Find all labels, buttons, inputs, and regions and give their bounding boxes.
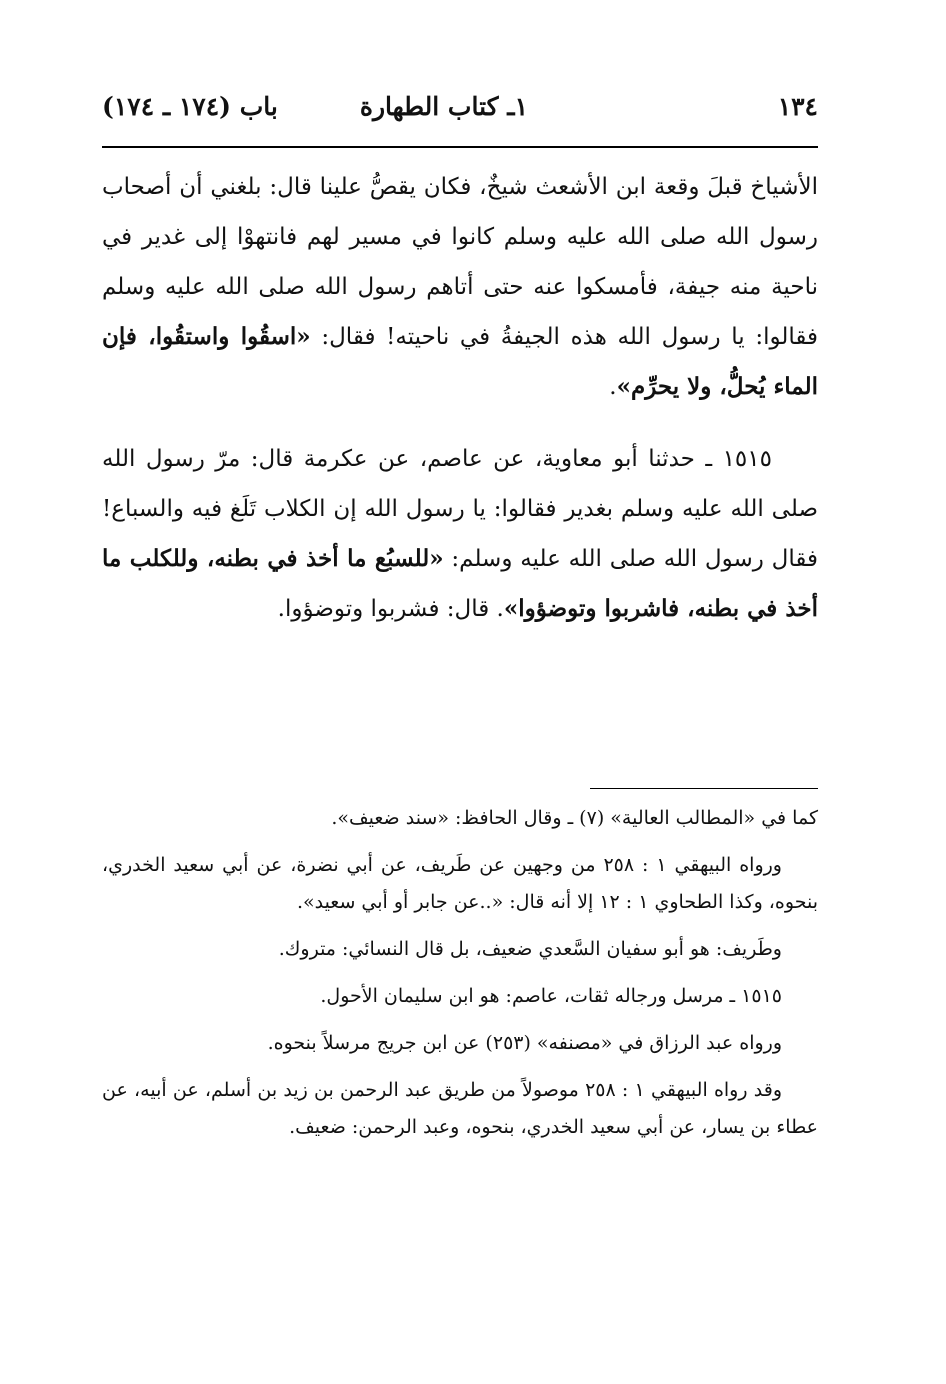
section-reference: باب (١٧٤ ـ ١٧٤)	[102, 92, 278, 121]
hadith-quote-2: «للسبُع ما أخذ في بطنه، وللكلب ما أخذ في بطنه، فاشربوا وتوضؤوا»	[102, 545, 818, 622]
paragraph-2-end: . قال: فشربوا وتوضؤوا.	[277, 596, 504, 622]
footnote-4: ١٥١٥ ـ مرسل ورجاله ثقات، عاصم: هو ابن سليمان الأحول.	[320, 985, 782, 1007]
footnote-3: وطَريف: هو أبو سفيان السَّعدي ضعيف، بل قال النسائي: متروك.	[278, 938, 782, 960]
paragraph-1-end: .	[609, 374, 617, 400]
chapter-title: ١ـ كتاب الطهارة	[359, 92, 528, 121]
paragraph-1515	[102, 434, 818, 634]
footnote-5: ورواه عبد الرزاق في «مصنفه» (٢٥٣) عن ابن جريج مرسلاً بنحوه.	[267, 1032, 782, 1054]
page-header	[102, 92, 818, 132]
footnote-6: وقد رواه البيهقي ١ : ٢٥٨ موصولاً من طريق عبد الرحمن بن زيد بن أسلم، عن أبيه، عن عطاء بن يسار، عن أبي سعيد الخدري، بنحوه، وعبد الرحمن: ضعيف.	[102, 1079, 818, 1138]
page-number: ١٣٤	[777, 92, 818, 121]
footnote-1: كما في «المطالب العالية» (٧) ـ وقال الحافظ: «سند ضعيف».	[331, 807, 818, 829]
paragraph-1	[102, 162, 818, 412]
footnote-separator	[590, 788, 818, 789]
main-text	[102, 162, 818, 634]
paragraph-1-text: الأشياخ قبلَ وقعة ابن الأشعث شيخٌ، فكان يقصُّ علينا قال: بلغني أن أصحاب رسول الله صلى الله عليه وسلم كانوا في مسير لهم فانتهوْا إلى غدير في ناحية منه جيفة، فأمسكوا عنه حتى أتاهم رسول الله صلى الله عليه وسلم فقالوا: يا رسول الله هذه الجيفةُ في ناحيته! فقال:	[102, 174, 819, 350]
paragraph-2-text: ١٥١٥ ـ حدثنا أبو معاوية، عن عاصم، عن عكرمة قال: مرّ رسول الله صلى الله عليه وسلم بغدير فقالوا: يا رسول الله إن الكلاب تَلَغ فيه والسباع! فقال رسول الله صلى الله عليه وسلم:	[102, 446, 818, 572]
header-rule	[102, 146, 818, 148]
hadith-quote-1: «اسقُوا واستقُوا، فإن الماء يُحلُّ، ولا يحرِّم»	[102, 323, 818, 400]
footnotes	[102, 800, 818, 1156]
footnote-2: ورواه البيهقي ١ : ٢٥٨ من وجهين عن طَريف، عن أبي نضرة، عن أبي سعيد الخدري، بنحوه، وكذا الطحاوي ١ : ١٢ إلا أنه قال: «..عن جابر أو أبي سعيد».	[102, 854, 818, 913]
